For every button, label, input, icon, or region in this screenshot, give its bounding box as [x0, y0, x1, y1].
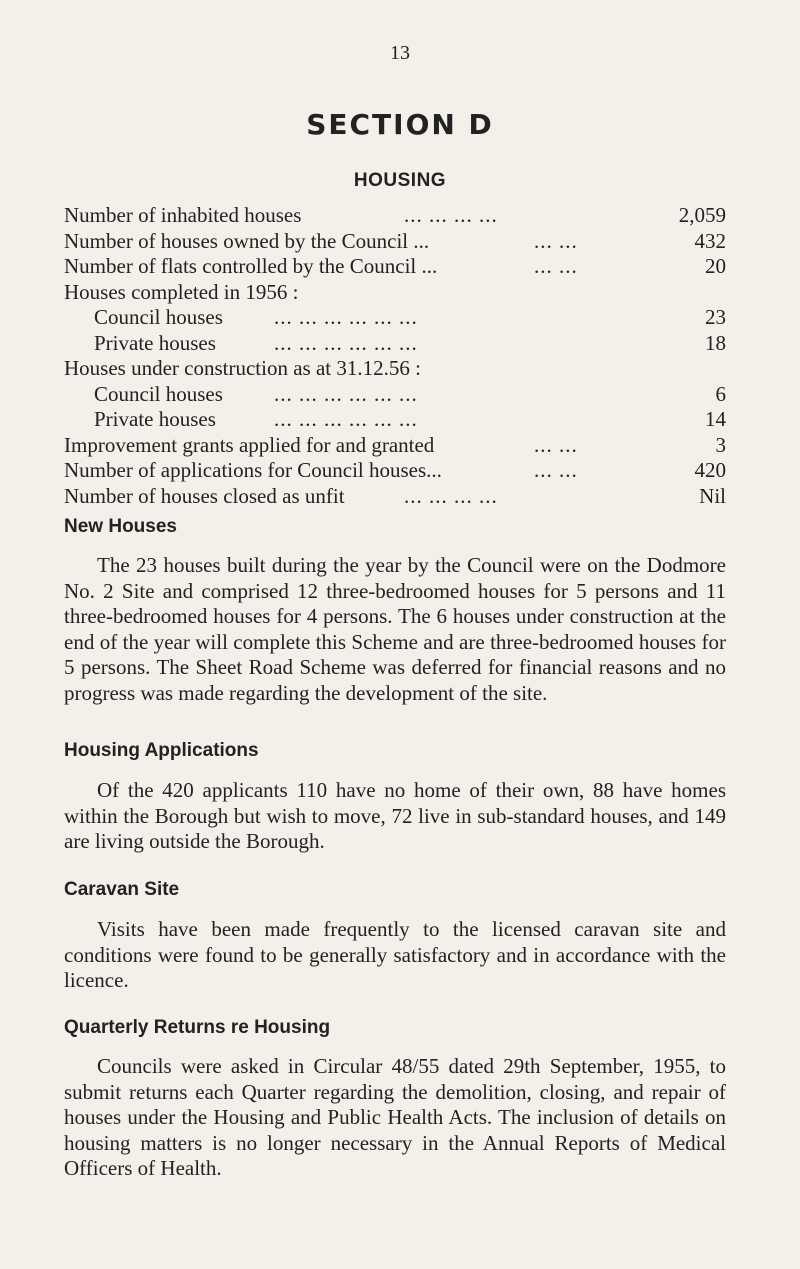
stat-row-construction-private [64, 407, 726, 433]
stat-leader-dots: ... ... ... ... ... ... [274, 330, 418, 355]
heading-new-houses: New Houses [64, 516, 177, 537]
heading-caravan-site: Caravan Site [64, 879, 180, 900]
stat-label: Number of houses closed as unfit [64, 483, 345, 508]
stat-label: Houses under construction as at 31.12.56 : [64, 356, 421, 380]
stat-row-construction-council [64, 382, 726, 408]
paragraph-caravan-site: Visits have been made frequently to the licensed caravan site and conditions were found to be generally satisfactory and in accordance with the licence. [64, 917, 726, 992]
stat-value: 2,059 [678, 203, 726, 227]
paragraph-new-houses: The 23 houses built during the year by the Council were on the Dodmore No. 2 Site and comprised 12 three-bedroomed houses for 5 persons and 11 three-bedroomed houses for 4 persons. The 6 houses under construction at the end of the year will complete this Scheme and are three-bedroomed houses for 5 persons. The Sheet Road Scheme was deferred for financial reasons and no progress was made regarding the development of the site. [64, 553, 726, 705]
stat-leader-dots: ... ... [534, 432, 578, 457]
stat-leader-dots: ... ... [534, 458, 578, 482]
stat-leader-dots: ... ... ... ... [404, 483, 498, 508]
stat-leader-dots: ... ... ... ... ... ... [274, 407, 418, 431]
stat-value: 3 [715, 432, 726, 457]
stat-leader-dots: ... ... ... ... ... ... [274, 305, 418, 329]
stat-value: 432 [694, 228, 726, 253]
stat-value: 20 [705, 254, 726, 278]
stat-row-completed-council [64, 305, 726, 331]
stat-label: Private houses [94, 330, 216, 355]
stat-label: Council houses [94, 305, 223, 329]
housing-title: HOUSING [353, 170, 447, 191]
heading-quarterly-returns: Quarterly Returns re Housing [64, 1017, 331, 1038]
stat-label: Private houses [94, 407, 216, 431]
stat-row-flats-controlled [64, 254, 726, 280]
stat-row-closed-unfit [64, 484, 726, 510]
housing-stats-table [64, 203, 726, 509]
stat-label: Council houses [94, 381, 223, 406]
section-title: SECTION D [306, 108, 494, 141]
stat-row-applications [64, 458, 726, 484]
stat-row-inhabited-houses [64, 203, 726, 229]
stat-value: Nil [699, 483, 726, 508]
stat-label: Number of houses owned by the Council ... [64, 228, 430, 253]
stat-leader-dots: ... ... ... ... ... ... [274, 381, 418, 406]
stat-label: Improvement grants applied for and granted [64, 432, 435, 457]
heading-housing-applications: Housing Applications [64, 740, 259, 761]
paragraph-quarterly-returns: Councils were asked in Circular 48/55 dated 29th September, 1955, to submit returns each Quarter regarding the demolition, closing, and repair of houses under the Housing and Public Health Acts. The inclusion of details on housing matters is no longer necessary in the Annual Reports of Medical Officers of Health. [64, 1054, 726, 1180]
paragraph-housing-applications: Of the 420 applicants 110 have no home of their own, 88 have homes within the Borough but wish to move, 72 live in sub-standard houses, and 149 are living outside the Borough. [64, 778, 726, 853]
stat-row-completed-private [64, 331, 726, 357]
stat-row-council-owned [64, 229, 726, 255]
stat-value: 420 [694, 458, 726, 482]
stat-leader-dots: ... ... [534, 254, 578, 278]
page-number: 13 [390, 42, 410, 64]
stat-label: Number of inhabited houses [64, 203, 302, 227]
stat-value: 18 [705, 330, 726, 355]
stat-label: Number of applications for Council houses... [64, 458, 442, 482]
stat-label: Houses completed in 1956 : [64, 279, 299, 304]
stat-row-construction-heading [64, 356, 726, 382]
stat-value: 6 [715, 381, 726, 406]
stat-leader-dots: ... ... ... ... [404, 203, 498, 227]
stat-value: 23 [705, 305, 726, 329]
stat-row-improvement-grants [64, 433, 726, 459]
stat-label: Number of flats controlled by the Council ... [64, 254, 438, 278]
stat-row-completed-heading [64, 280, 726, 306]
stat-leader-dots: ... ... [534, 228, 578, 253]
stat-value: 14 [705, 407, 726, 431]
